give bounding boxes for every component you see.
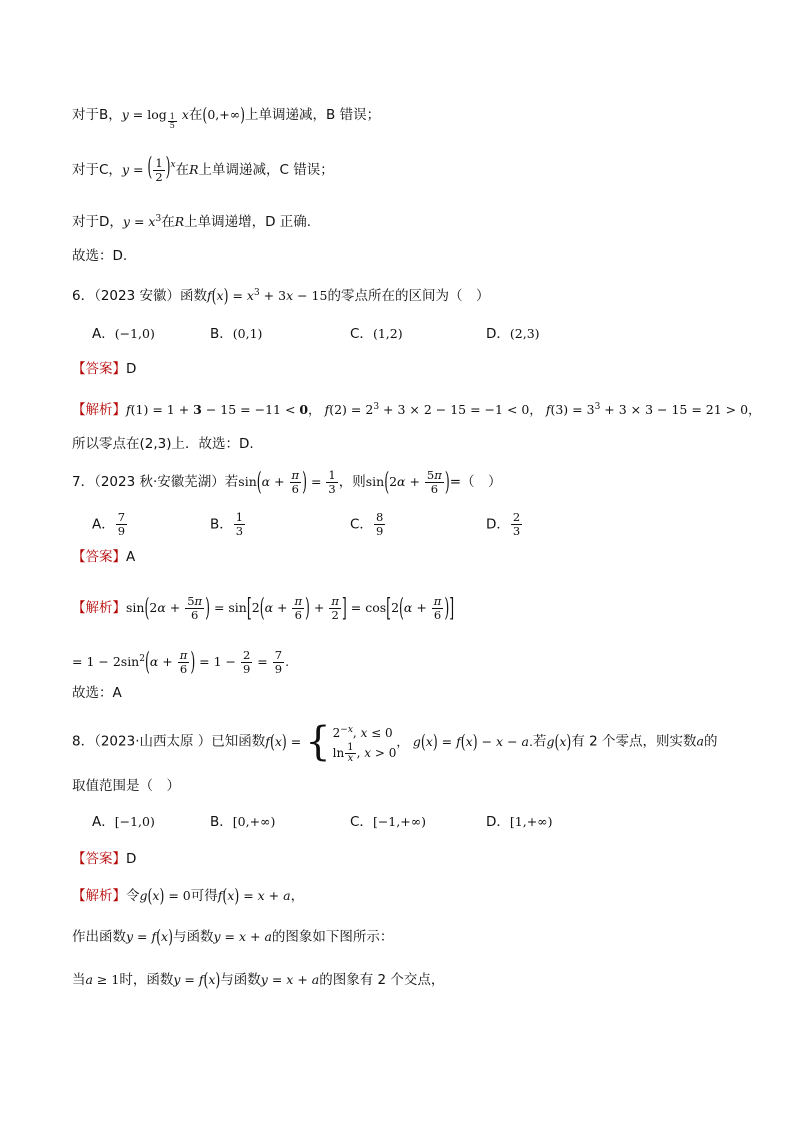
q8-cond: a ≥ 1 xyxy=(85,972,120,987)
q7-number: 7． xyxy=(72,474,95,490)
q8-mid: 若 xyxy=(532,733,547,750)
q8-source: （2023·山西太原 ）已知函数 xyxy=(94,733,266,750)
q8-option-c[interactable]: C．[−1,+∞) xyxy=(350,814,426,830)
q6-answer xyxy=(72,359,136,379)
q8-function: f(x) = { $2^{-x}$, x ≤ 0 ln $\frac{1}{x}$ , x > 0 ， g(x) = f(x) − x − a. xyxy=(265,719,533,765)
q6-analysis xyxy=(72,397,761,420)
q8-fx: y = f(x) xyxy=(126,925,173,948)
analysis-tag: 【解析】 xyxy=(72,402,126,419)
q7-option-a[interactable]: A． $\frac{7}{9}$ xyxy=(92,510,126,538)
item-d-domain: R xyxy=(174,214,185,230)
q6-option-b[interactable]: B．(0,1) xyxy=(210,326,263,342)
q6-source: （2023 安徽）函数 xyxy=(94,288,207,305)
q6-option-d[interactable]: D．(2,3) xyxy=(486,326,540,342)
item-b-formula: y = log $_{\frac{1}{5}}$ x xyxy=(121,107,189,130)
item-c-suffix: 上单调递减，C 错误； xyxy=(198,162,334,178)
q6-option-a[interactable]: A．(−1,0) xyxy=(92,326,155,342)
q8-analysis-3: 当a ≥ 1时，函数y = f(x)与函数y = x + a的图象有 2 个交点， xyxy=(72,968,445,991)
item-b-line xyxy=(72,105,380,132)
item-d-prefix: 对于D， xyxy=(72,214,123,231)
q8-option-a[interactable]: A．[−1,0) xyxy=(92,814,155,830)
item-c-prefix: 对于C， xyxy=(72,162,122,178)
q7-option-d[interactable]: D． $\frac{2}{3}$ xyxy=(486,510,521,538)
item-b-mid: 在 xyxy=(188,107,203,123)
item-d-suffix: 上单调递增，D 正确. xyxy=(184,214,312,231)
q8-answer-value: D xyxy=(126,851,137,867)
q7-condition: sin(α + $\frac{\pi}{6}$ ) = $\frac{1}{3}$ xyxy=(238,466,336,496)
q7-analysis-formula-1: sin(2α + $\frac{5\pi}{6}$ ) = sin[2(α + $\frac{\pi}{6}$ ) + $\frac{\pi}{2}$ ] = cos[2(α + $\frac{\pi}{6}$ )] xyxy=(126,592,455,622)
q6-answer-value: D xyxy=(126,361,137,377)
item-d-mid: 在 xyxy=(161,214,175,231)
q8-analysis-2: 作出函数y = f(x)与函数y = x + a的图象如下图所示： xyxy=(72,925,394,948)
q8-a: a xyxy=(696,733,704,749)
q8-analysis-eq2: f(x) = x + a xyxy=(217,884,291,907)
q6-conclusion: 所以零点在(2,3)上．故选：D. xyxy=(72,436,254,452)
item-b-interval: (0,+∞) xyxy=(202,103,246,126)
item-c-domain: R xyxy=(189,162,199,177)
item-c-line xyxy=(72,151,334,184)
q8-analysis-eq: g(x) = 0 xyxy=(139,884,191,907)
q8-tail: 有 2 个零点，则实数 xyxy=(571,733,697,750)
q8-analysis-1: 【解析】令g(x) = 0可得f(x) = x + a， xyxy=(72,884,305,907)
q7-target: sin(2α + $\frac{5\pi}{6}$ ) xyxy=(365,466,450,496)
item-b-suffix: 上单调递减，B 错误； xyxy=(245,107,381,123)
q8-fx2: y = f(x) xyxy=(173,968,221,991)
q8-stem-2: 取值范围是（ ） xyxy=(72,778,180,794)
q7-stem xyxy=(72,466,502,496)
q8-tail2: 的 xyxy=(703,733,718,750)
q7-option-c[interactable]: C． $\frac{8}{9}$ xyxy=(350,510,384,538)
q6-stem xyxy=(72,283,489,306)
item-c-formula: y = ( $\frac{1}{2}$ ) x xyxy=(121,151,176,184)
q6-number: 6． xyxy=(72,288,95,305)
answer-tag: 【答案】 xyxy=(72,361,126,377)
q7-analysis-1: 【解析】sin(2α + $\frac{5\pi}{6}$ ) = sin[2(α + $\frac{\pi}{6}$ ) + $\frac{\pi}{2}$ ] = cos[2(α + $\frac{\pi}{6}$ )] xyxy=(72,592,455,622)
item-d-formula: $y = x^3$ xyxy=(122,214,162,230)
q7-source: （2023 秋·安徽芜湖）若 xyxy=(94,474,239,490)
q8-line: y = x + a xyxy=(213,929,272,944)
q7-answer-value: A xyxy=(126,549,136,565)
q8-answer: 【答案】D xyxy=(72,851,137,867)
q8-line2: y = x + a xyxy=(260,972,320,987)
q7-choose: 故选：A xyxy=(72,685,122,701)
item-b-prefix: 对于B， xyxy=(72,107,122,123)
q7-analysis-2 xyxy=(72,646,290,677)
q7-analysis-formula-2: = $1 - 2\sin^2(\alpha$ + $\frac{\pi}{6}$ ) = 1 − $\frac{2}{9}$ = $\frac{7}{9}$ . xyxy=(72,646,290,677)
q8-number: 8． xyxy=(72,733,95,750)
q8-g: g(x) xyxy=(546,729,572,752)
q7-option-b[interactable]: B． $\frac{1}{3}$ xyxy=(210,510,244,538)
q7-mid: ，则 xyxy=(338,474,366,490)
choose-line-5: 故选：D. xyxy=(72,248,128,264)
q7-tail: =（ ） xyxy=(449,474,502,490)
q6-option-c[interactable]: C．(1,2) xyxy=(350,326,403,342)
q6-analysis-formula: f(1) = 1 + 3 − 15 = −11 < 0， $f(2) = 2^3 + 3 \times 2 - 15 = -1 < 0$， $f(3) = 3^3 + 3 \times 3 - 15 = 21 > 0$， xyxy=(126,402,761,418)
q6-tail: 的零点所在的区间为（ ） xyxy=(327,288,490,305)
item-c-mid: 在 xyxy=(175,162,190,178)
q7-answer: 【答案】A xyxy=(72,549,136,565)
q8-option-b[interactable]: B．[0,+∞) xyxy=(210,814,276,830)
q8-option-d[interactable]: D．[1,+∞) xyxy=(486,814,553,830)
q8-stem xyxy=(72,719,718,765)
q6-function: $f(x) = x^3 + 3x - 15$ xyxy=(207,284,328,307)
item-d-line xyxy=(72,209,311,232)
